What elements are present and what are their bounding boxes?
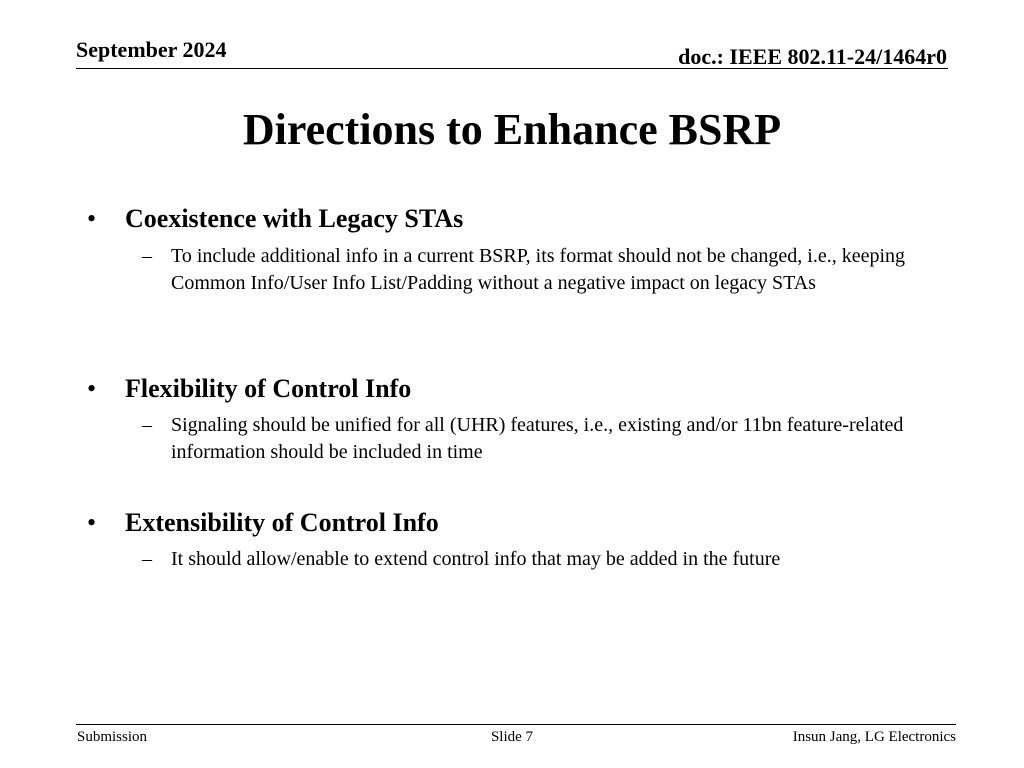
section-detail: To include additional info in a current BSRP, its format should not be changed, i.e., keeping Common Info/User Info List/Padding without a negative impact on legacy STAs (171, 245, 906, 294)
header-doc-id: doc.: IEEE 802.11-24/1464r0 (678, 44, 947, 69)
footer-slide-number: Slide 7 (490, 729, 534, 745)
slide-title: Directions to Enhance BSRP (242, 105, 782, 154)
dash-marker: – (142, 548, 152, 570)
bullet-marker: • (87, 204, 97, 233)
section-heading: Flexibility of Control Info (125, 374, 412, 403)
bullet-marker: • (87, 508, 97, 537)
dash-marker: – (142, 414, 152, 436)
header-date: September 2024 (76, 37, 227, 62)
footer-author: Insun Jang, LG Electronics (792, 729, 956, 745)
footer-submission: Submission (77, 729, 148, 745)
footer-divider (76, 724, 956, 725)
bullet-marker: • (87, 374, 97, 403)
section-detail: Signaling should be unified for all (UHR) features, i.e., existing and/or 11bn feature-related information should be included in time (171, 414, 904, 463)
header-divider (76, 68, 948, 69)
dash-marker: – (142, 245, 152, 267)
section-heading: Coexistence with Legacy STAs (125, 204, 464, 233)
section-heading: Extensibility of Control Info (125, 508, 439, 537)
section-detail: It should allow/enable to extend control info that may be added in the future (171, 548, 781, 570)
